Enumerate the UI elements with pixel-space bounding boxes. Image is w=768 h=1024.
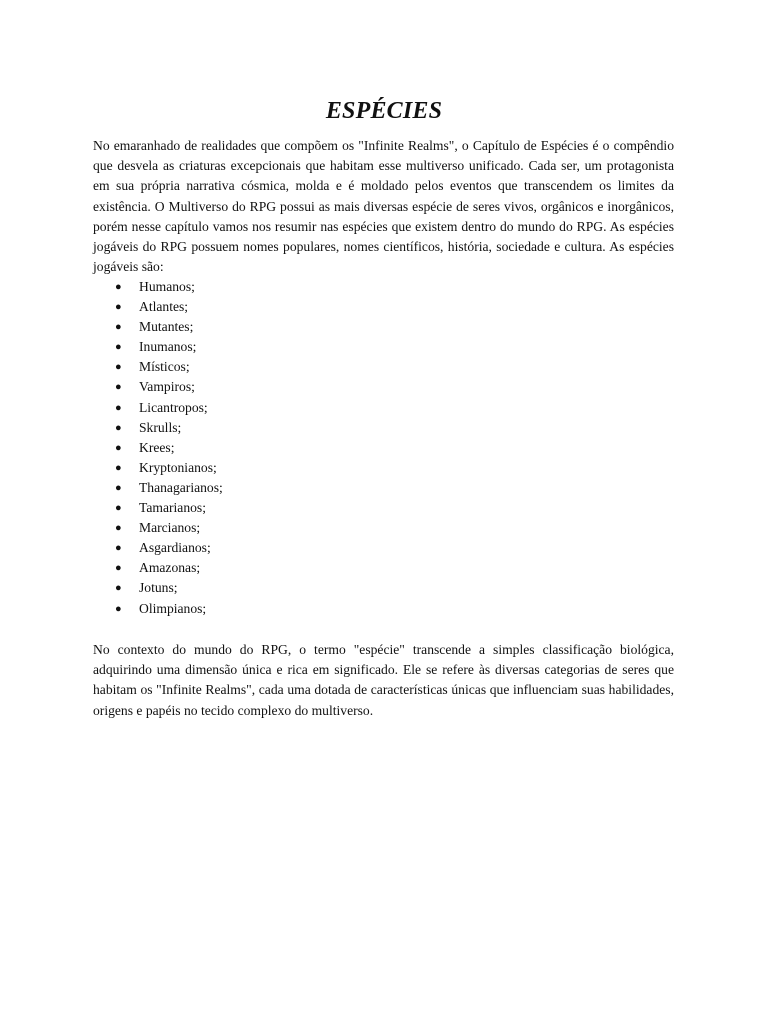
- bullet-icon: ●: [115, 421, 122, 434]
- species-list-item: [93, 498, 493, 518]
- bullet-icon: ●: [115, 542, 122, 555]
- intro-paragraph: No emaranhado de realidades que compõem os "Infinite Realms", o Capítulo de Espécies é o compêndio que desvela as criaturas excepcionais que habitam esse multiverso unificado. Cada ser, um protagonista em sua própria narrativa cósmica, molda e é moldado pelos eventos que transcendem os limites da existência. O Multiverso do RPG possui as mais diversas espécie de seres vivos, orgânicos e inorgânicos, porém nesse capítulo vamos nos resumir nas espécies que existem dentro do mundo do RPG. As espécies jogáveis do RPG possuem nomes populares, nomes científicos, história, sociedade e cultura. As espécies jogáveis são:: [93, 138, 674, 275]
- page-title: ESPÉCIES: [325, 98, 443, 124]
- species-list-item: [93, 538, 493, 558]
- species-list-item: [93, 357, 493, 377]
- bullet-icon: ●: [115, 401, 122, 414]
- species-list-item: [93, 277, 493, 297]
- species-label: Marcianos;: [139, 520, 201, 536]
- species-label: Amazonas;: [139, 560, 201, 576]
- species-list-item: [93, 599, 493, 619]
- species-label: Vampiros;: [139, 379, 195, 395]
- species-label: Olimpianos;: [139, 600, 207, 616]
- bullet-icon: ●: [115, 461, 122, 474]
- species-list-item: [93, 458, 493, 478]
- species-list-item: [93, 418, 493, 438]
- species-label: Atlantes;: [139, 299, 189, 315]
- species-label: Thanagarianos;: [139, 479, 223, 495]
- bullet-icon: ●: [115, 361, 122, 374]
- species-label: Asgardianos;: [139, 540, 211, 556]
- bullet-icon: ●: [115, 321, 122, 334]
- bullet-icon: ●: [115, 522, 122, 535]
- species-list-item: [93, 478, 493, 498]
- species-label: Krees;: [139, 439, 175, 455]
- bullet-icon: ●: [115, 582, 122, 595]
- species-list: [93, 277, 493, 619]
- species-list-item: [93, 558, 493, 578]
- species-label: Mutantes;: [139, 319, 194, 335]
- species-label: Tamarianos;: [139, 500, 206, 516]
- species-label: Kryptonianos;: [139, 459, 217, 475]
- bullet-icon: ●: [115, 602, 122, 615]
- bullet-icon: ●: [115, 301, 122, 314]
- species-list-item: [93, 377, 493, 397]
- species-list-item: [93, 438, 493, 458]
- species-label: Skrulls;: [139, 419, 182, 435]
- bullet-icon: ●: [115, 281, 122, 293]
- bullet-icon: ●: [115, 381, 122, 394]
- species-list-item: [93, 337, 493, 357]
- bullet-icon: ●: [115, 502, 122, 515]
- bullet-icon: ●: [115, 341, 122, 354]
- species-label: Jotuns;: [139, 580, 178, 596]
- closing-paragraph: No contexto do mundo do RPG, o termo "espécie" transcende a simples classificação biológica, adquirindo uma dimensão única e rica em significado. Ele se refere às diversas categorias de seres que habitam os "Infinite Realms", cada uma dotada de características únicas que influenciam suas habilidades, origens e papéis no tecido complexo do multiverso.: [93, 642, 674, 718]
- species-list-item: [93, 578, 493, 598]
- bullet-icon: ●: [115, 481, 122, 494]
- species-list-item: [93, 518, 493, 538]
- species-list-item: [93, 297, 493, 317]
- species-label: Místicos;: [139, 359, 190, 375]
- bullet-icon: ●: [115, 562, 122, 575]
- species-list-item: [93, 398, 493, 418]
- bullet-icon: ●: [115, 441, 122, 454]
- species-label: Licantropos;: [139, 399, 208, 415]
- species-label: Inumanos;: [139, 339, 197, 355]
- species-list-item: [93, 317, 493, 337]
- species-label: Humanos;: [139, 279, 195, 294]
